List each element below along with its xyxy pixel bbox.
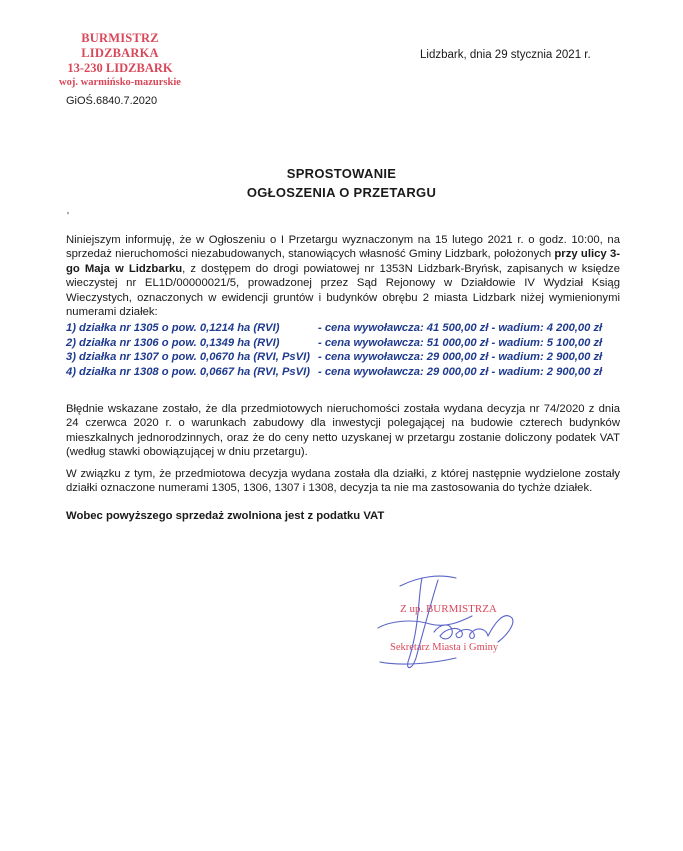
stamp-line-2: 13-230 LIDZBARK — [67, 61, 173, 75]
list-item — [66, 366, 626, 381]
reference-number: GiOŚ.6840.7.2020 — [66, 95, 158, 107]
stamp-line-3: woj. warmińsko-mazurskie — [59, 77, 181, 88]
plot-price: - cena wywoławcza: 29 000,00 zł - wadium: 2 900,00 zł — [318, 365, 603, 378]
place-and-date: Lidzbark, dnia 29 stycznia 2021 r. — [420, 49, 591, 61]
document-subtitle: OGŁOSZENIA O PRZETARGU — [246, 185, 437, 200]
intro-text-2: , z dostępem do drogi powiatowej nr 1353N Lidzbark-Bryńsk, zapisanych w księdze wieczystej nr EL1D/00000021/5, prowadzonej przez Sąd Rejonowy w Działdowie IV Wydział Ksiąg Wieczystych, oznaczonych w ewidencji gruntów i budynków obrębu 2 miasta Lidzbark niżej wymienionymi numerami działek: — [66, 262, 620, 319]
document-title: SPROSTOWANIE — [286, 166, 397, 181]
signature-stamp — [360, 566, 530, 686]
correction-paragraph: Błędnie wskazane zostało, że dla przedmiotowych nieruchomości została wydana decyzja nr 74/2020 z dnia 24 czerwca 2020 r. o warunkach zabudowy dla inwestycji polegającej na budowie czterech budynków mieszkalnych jednorodzinnych, oraz że do ceny netto uzyskanej w przetargu zostanie doliczony podatek VAT (według stawki obowiązującej w dniu przetargu). — [66, 403, 620, 459]
plot-price: - cena wywoławcza: 41 500,00 zł - wadium: 4 200,00 zł — [318, 322, 603, 334]
explanation-paragraph: W związku z tym, że przedmiotowa decyzja wydana została dla działki, z której następnie wydzielone zostały działki oznaczone numerami 1305, 1306, 1307 i 1308, decyzja ta nie ma zastosowania do tychże działek. — [66, 468, 620, 495]
plot-description: 1) działka nr 1305 o pow. 0,1214 ha (RVI) — [66, 322, 280, 334]
signature-stamp-line-1: Z up. BURMISTRZA — [400, 603, 497, 615]
intro-text-1: Niniejszym informuję, że w Ogłoszeniu o I Przetargu wyznaczonym na 15 lutego 2021 r. o godz. 10:00, na sprzedaż nieruchomości niezabudowanych, stanowiących własność Gminy Lidzbark, położonych — [66, 234, 620, 261]
intro-location-bold: przy ulicy 3-go Maja w Lidzbarku — [66, 248, 620, 275]
plot-list — [66, 322, 626, 380]
list-item — [66, 337, 626, 352]
list-item — [66, 351, 626, 366]
stamp-line-1: BURMISTRZ LIDZBARKA — [81, 31, 159, 60]
plot-description: 2) działka nr 1306 o pow. 0,1349 ha (RVI) — [66, 336, 280, 349]
plot-description: 3) działka nr 1307 o pow. 0,0670 ha (RVI, PsVI) — [66, 351, 310, 364]
office-stamp — [44, 31, 196, 90]
intro-paragraph — [66, 233, 620, 319]
stray-mark: ' — [67, 211, 69, 222]
list-item — [66, 322, 626, 337]
plot-price: - cena wywoławcza: 51 000,00 zł - wadium: 5 100,00 zł — [318, 336, 603, 349]
plot-price: - cena wywoławcza: 29 000,00 zł - wadium: 2 900,00 zł — [318, 351, 603, 364]
plot-description: 4) działka nr 1308 o pow. 0,0667 ha (RVI, PsVI) — [66, 365, 310, 378]
conclusion-line: Wobec powyższego sprzedaż zwolniona jest z podatku VAT — [66, 510, 385, 522]
signature-stamp-line-2: Sekretarz Miasta i Gminy — [390, 642, 499, 653]
handwritten-signature — [378, 576, 513, 668]
